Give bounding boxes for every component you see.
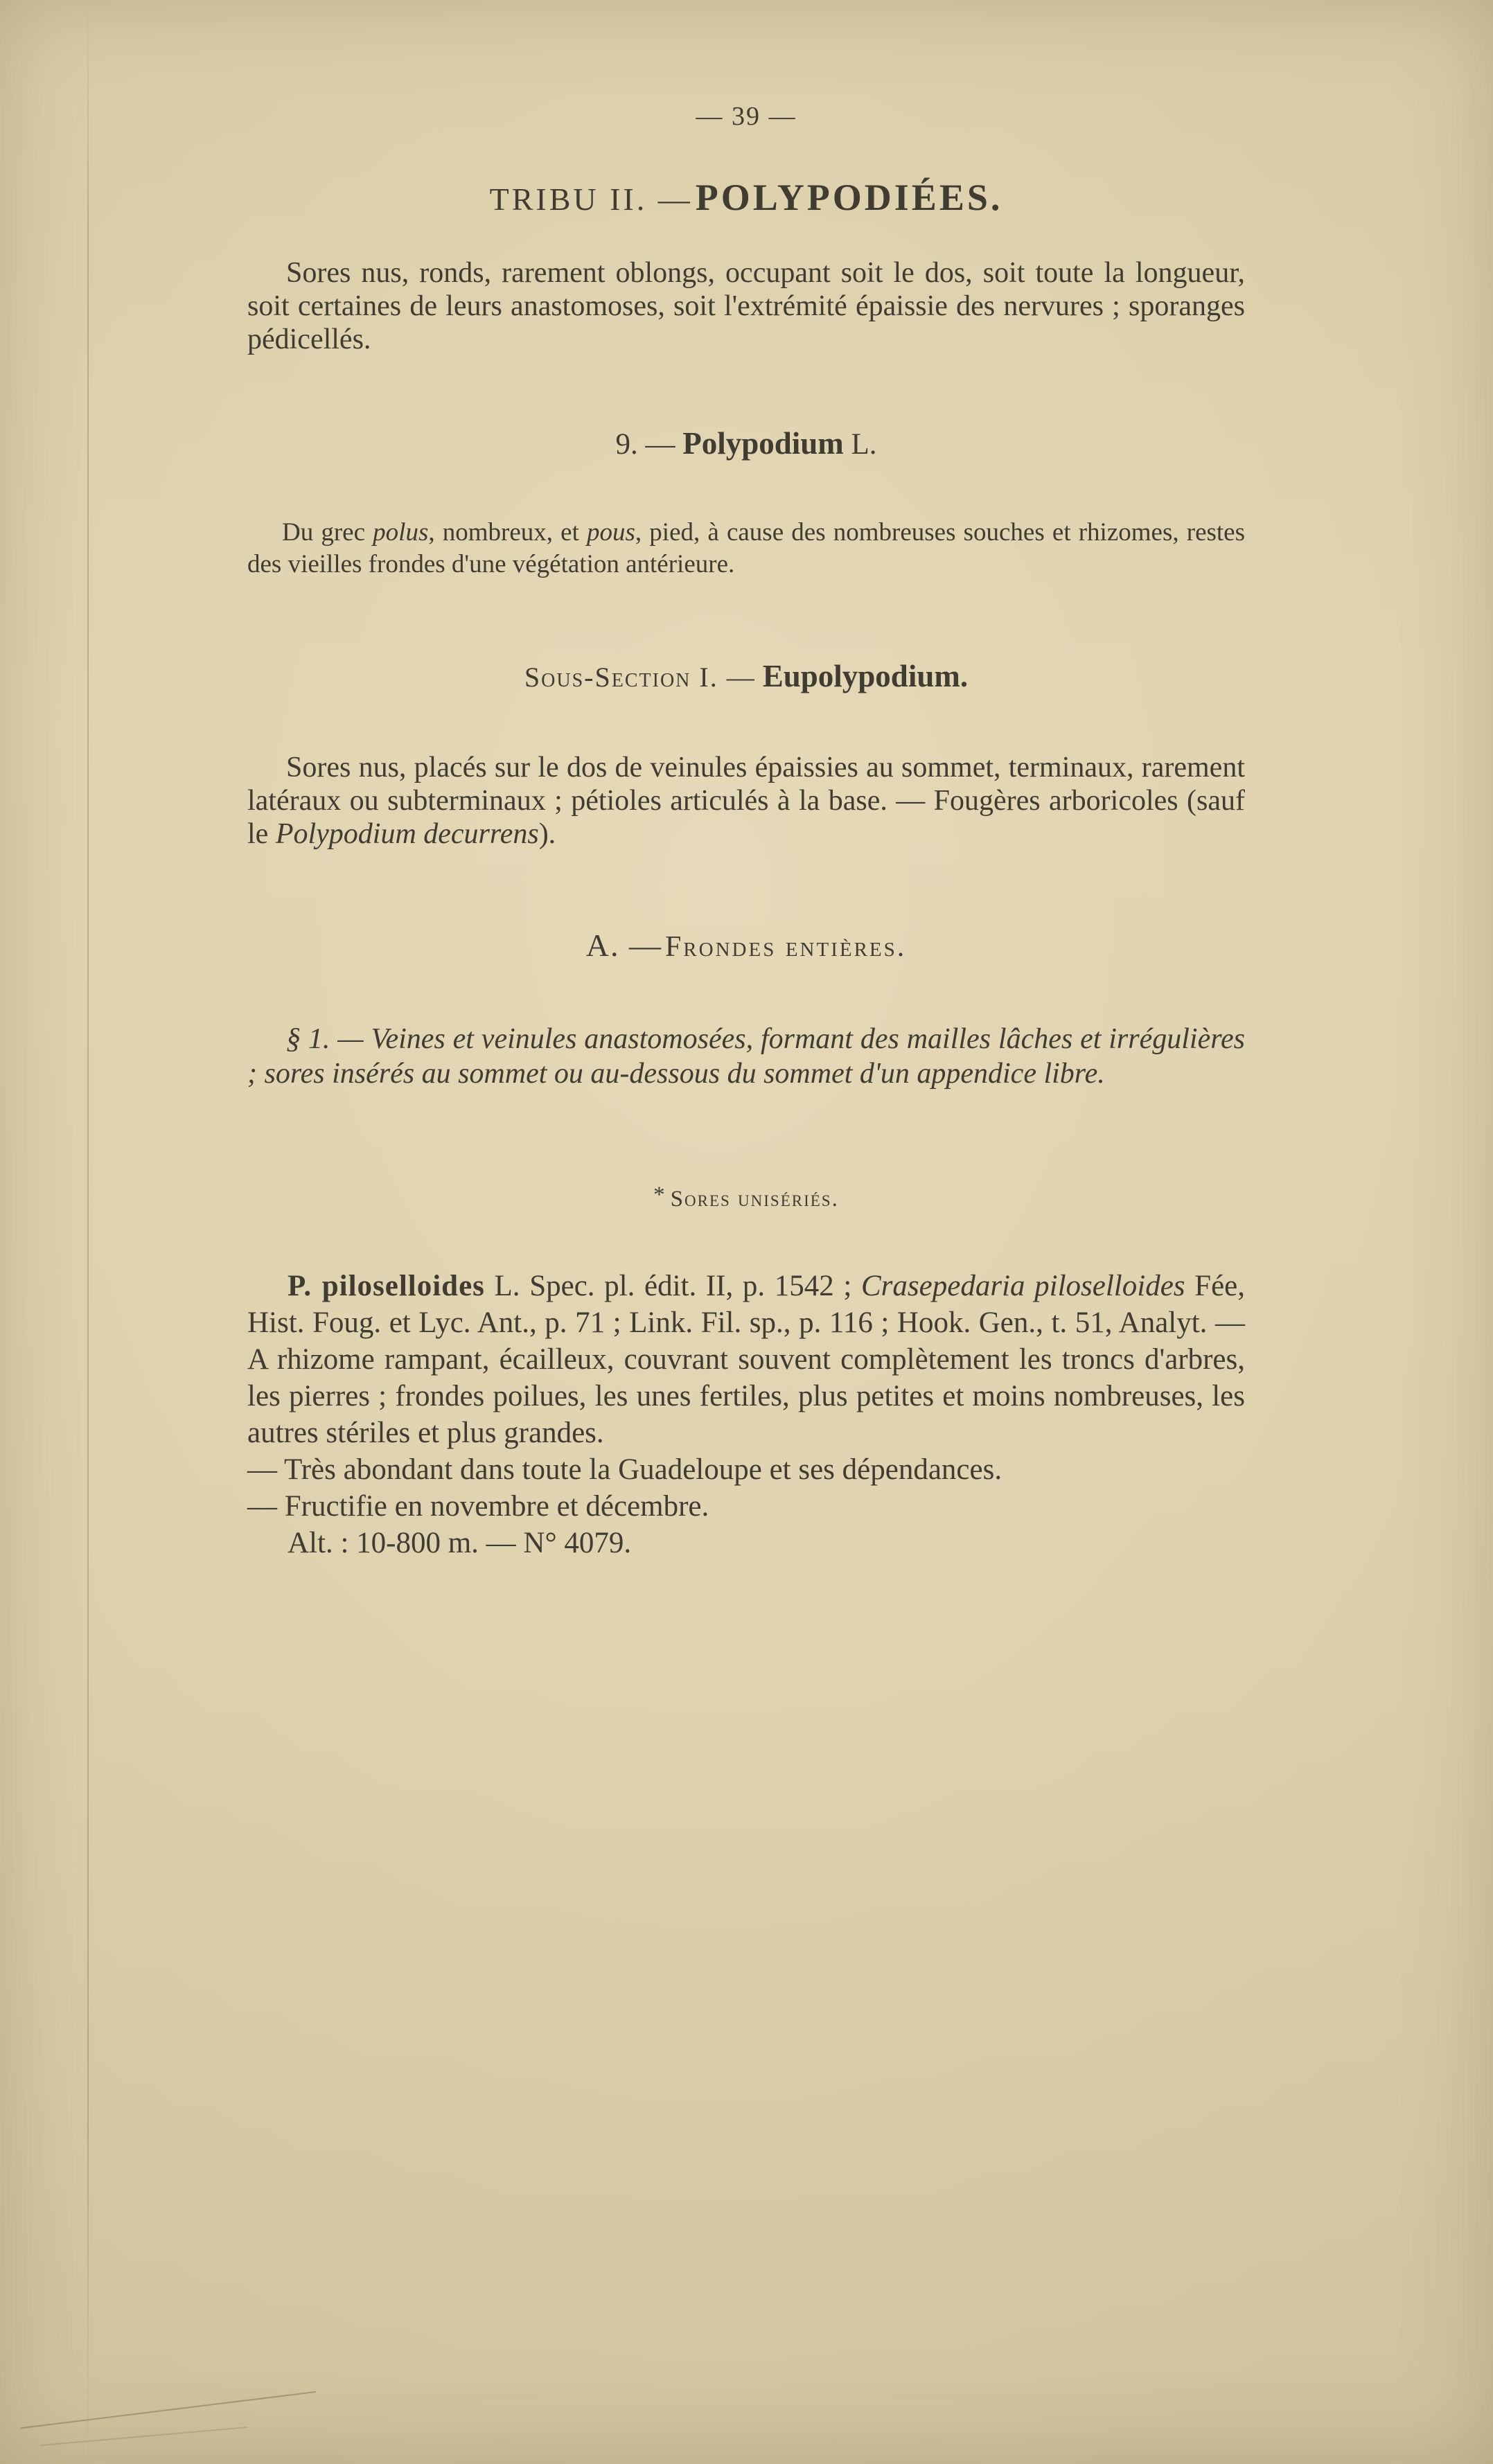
greek-word-pous: pous [587,518,635,547]
series-heading [247,1182,1245,1212]
group-heading [247,927,1245,964]
etymology-text: , nombreux, et [428,518,588,547]
tribe-name: POLYPODIÉES. [695,177,1003,218]
section-1-paragraph: § 1. — Veines et veinules anastomosées, formant des mailles lâches et irrégulières ; sores insérés au sommet ou au-dessous du sommet d'un appendice libre. [247,1023,1245,1090]
species-description: Fée, Hist. Foug. et Lyc. Ant., p. 71 ; Link. Fil. sp., p. 116 ; Hook. Gen., t. 51, Analyt. — A rhizome rampant, écailleux, couvrant souvent complètement les troncs d'arbres, les pierres ; frondes poilues, les unes fertiles, plus petites et moins nombreuses, les autres stériles et plus grandes. [247,1270,1245,1449]
species-reference: L. Spec. pl. édit. II, p. 1542 ; [484,1270,861,1302]
page-number: — 39 — [696,102,797,131]
species-entry [247,1268,1245,1451]
group-letter: A. — [585,928,662,963]
subsection-description-text: ). [538,818,556,850]
species-abundance: — Très abondant dans toute la Guadeloupe et ses dépendances. [247,1453,1002,1486]
subsection-description-text: Sores nus, placés sur le dos de veinules épaissies au sommet, terminaux, rarement latéraux ou subterminaux ; pétioles articulés à la base. — Fougères arboricoles (sauf le [247,752,1245,850]
genus-etymology [247,517,1245,580]
genus-heading [247,425,1245,461]
species-name: P. piloselloides [288,1270,485,1302]
scan-edge-line [87,0,89,2464]
page-content [247,0,1245,1561]
subsection-label: Sous-Section I. — [524,662,756,693]
genus-name: Polypodium [682,426,844,461]
etymology-text: Du grec [282,518,373,547]
subsection-heading [247,658,1245,694]
tribe-heading [247,176,1245,219]
etymology-text: , pied, à cause des nombreuses souches et rhizomes, restes des vieilles frondes d'une végétation antérieure. [247,518,1245,578]
species-phenology: — Fructifie en novembre et décembre. [247,1490,709,1523]
scan-crease-mark [20,2391,316,2429]
subsection-description [247,751,1245,851]
tribe-label: TRIBU II. — [489,181,693,217]
series-title: Sores unisériés. [670,1187,839,1212]
subsection-name: Eupolypodium. [762,659,969,693]
scan-crease-mark [40,2427,247,2446]
genus-number: 9. — [615,428,675,461]
species-altitude: Alt. : 10-800 m. — N° 4079. [288,1527,632,1559]
latin-species-reference: Polypodium decurrens [275,818,539,850]
species-synonym: Crasepedaria piloselloides [861,1270,1185,1302]
group-title: Frondes entières. [664,931,907,963]
genus-author: L. [851,428,877,461]
greek-word-polus: polus [373,518,429,547]
tribe-description: Sores nus, ronds, rarement oblongs, occupant soit le dos, soit toute la longueur, soit certaines de leurs anastomoses, soit l'extrémité épaissie des nervures ; sporanges pédicellés. [247,257,1245,355]
asterisk-marker: * [653,1182,665,1207]
